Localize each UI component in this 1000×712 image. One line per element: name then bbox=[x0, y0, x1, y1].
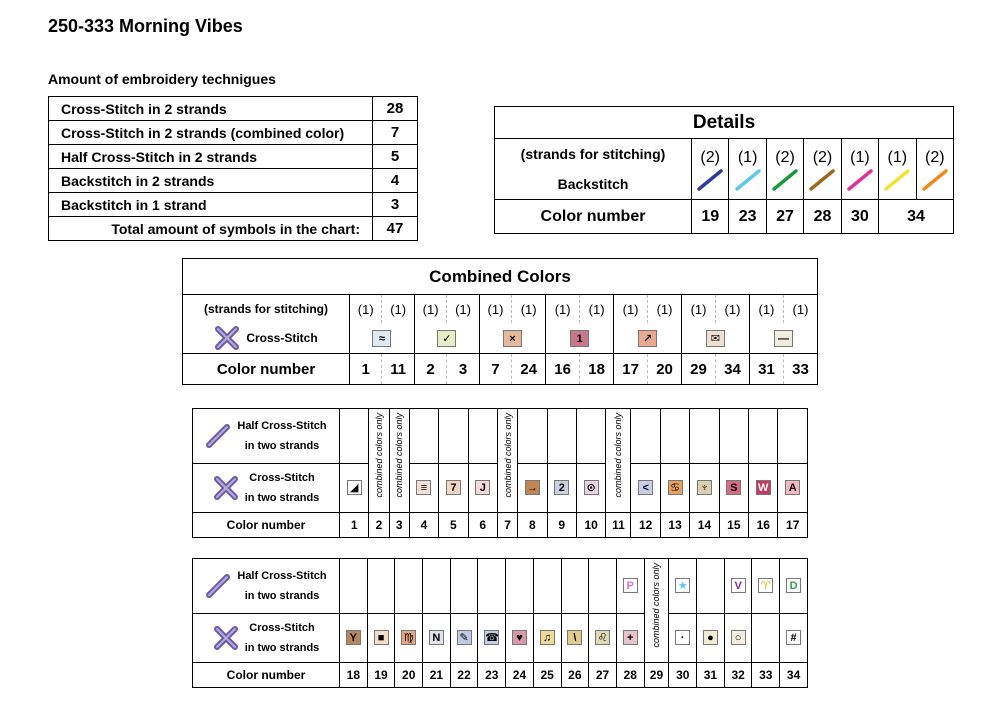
grid-color-number: 18 bbox=[340, 663, 368, 688]
details-backstitch-cell bbox=[916, 139, 953, 200]
half-stitch-cell bbox=[478, 559, 506, 614]
cross-stitch-symbol: ○ bbox=[731, 630, 746, 645]
details-label-cell bbox=[495, 139, 692, 200]
half-stitch-cell bbox=[719, 409, 748, 464]
page-title: 250-333 Morning Vibes bbox=[48, 16, 243, 36]
half-stitch-cell bbox=[547, 409, 576, 464]
backstitch-line-icon bbox=[845, 167, 875, 193]
combined-only-note: combined colors only bbox=[394, 413, 405, 498]
half-stitch-cell bbox=[439, 409, 468, 464]
combined-only-cell bbox=[644, 559, 669, 663]
grid-color-number: 9 bbox=[547, 513, 576, 538]
half-stitch-cell bbox=[423, 559, 451, 614]
half-cross-stitch-icon bbox=[205, 573, 231, 599]
cross-label-cell bbox=[193, 464, 340, 513]
combined-strand-count: (1) bbox=[614, 295, 648, 324]
details-backstitch-cell bbox=[841, 139, 878, 200]
combined-symbol-cell bbox=[546, 323, 614, 354]
cross-stitch-symbol: A bbox=[785, 480, 800, 495]
combined-symbol: ✓ bbox=[437, 330, 456, 347]
details-strands-label: (strands for stitching) bbox=[520, 146, 666, 162]
combined-strands-label: (strands for stitching) bbox=[183, 295, 350, 324]
combined-symbol: ✉ bbox=[706, 330, 725, 347]
combined-only-cell bbox=[369, 409, 389, 513]
cross-stitch-symbol: · bbox=[675, 630, 690, 645]
cross-stitch-symbol: < bbox=[638, 480, 653, 495]
combined-strand-count: (1) bbox=[479, 295, 511, 324]
grid-color-number: 15 bbox=[719, 513, 748, 538]
grid-color-number: 8 bbox=[518, 513, 547, 538]
cross-stitch-cell bbox=[439, 464, 468, 513]
details-heading: Details bbox=[495, 107, 954, 139]
backstitch-line-icon bbox=[882, 167, 912, 193]
cross-stitch-symbol: ♋ bbox=[668, 480, 683, 495]
combined-symbol: ≈ bbox=[372, 330, 391, 347]
half-stitch-cell bbox=[724, 559, 752, 614]
amounts-row-value: 7 bbox=[373, 121, 418, 145]
cross-stitch-symbol: ■ bbox=[374, 630, 389, 645]
half-cross-label-line2: in two strands bbox=[244, 590, 320, 602]
combined-symbol: — bbox=[774, 330, 793, 347]
details-color-number: 28 bbox=[804, 200, 841, 234]
cross-stitch-icon bbox=[214, 325, 240, 351]
half-stitch-symbol: P bbox=[623, 578, 638, 593]
grid2-color-number-label: Color number bbox=[193, 663, 340, 688]
combined-color-number: 11 bbox=[382, 354, 414, 385]
details-backstitch-cell bbox=[804, 139, 841, 200]
details-strand-count: (1) bbox=[737, 149, 758, 166]
cross-stitch-symbol: ● bbox=[703, 630, 718, 645]
details-strand-count: (2) bbox=[924, 149, 945, 166]
details-table bbox=[494, 106, 954, 234]
cross-stitch-symbol: S bbox=[726, 480, 741, 495]
details-backstitch-label: Backstitch bbox=[557, 176, 629, 192]
backstitch-line-icon bbox=[733, 167, 763, 193]
combined-colors-table bbox=[182, 258, 818, 385]
grid-color-number: 30 bbox=[669, 663, 697, 688]
stitch-grid-2 bbox=[192, 558, 808, 688]
cross-stitch-symbol: N bbox=[429, 630, 444, 645]
cross-stitch-cell bbox=[589, 614, 617, 663]
cross-stitch-cell bbox=[423, 614, 451, 663]
half-cross-stitch-icon bbox=[205, 423, 231, 449]
amounts-heading: Amount of embroidery technigues bbox=[48, 71, 276, 87]
half-stitch-cell bbox=[616, 559, 644, 614]
backstitch-sample bbox=[842, 167, 878, 189]
half-stitch-symbol: V bbox=[731, 578, 746, 593]
combined-strand-count: (1) bbox=[749, 295, 783, 324]
backstitch-line-icon bbox=[770, 167, 800, 193]
cross-stitch-cell bbox=[660, 464, 689, 513]
cross-stitch-symbol: ✎ bbox=[457, 630, 472, 645]
backstitch-line bbox=[924, 171, 946, 189]
amounts-row-value: 3 bbox=[373, 193, 418, 217]
cross-stitch-cell bbox=[533, 614, 561, 663]
half-stitch-cell bbox=[697, 559, 725, 614]
combined-strand-count: (1) bbox=[682, 295, 716, 324]
backstitch-sample bbox=[729, 167, 765, 189]
half-stitch-cell bbox=[752, 559, 780, 614]
grid-color-number: 25 bbox=[533, 663, 561, 688]
half-stitch-cell bbox=[533, 559, 561, 614]
grid-color-number: 19 bbox=[367, 663, 395, 688]
combined-cross-label: Cross-Stitch bbox=[246, 331, 318, 345]
half-stitch-cell bbox=[660, 409, 689, 464]
grid-color-number: 26 bbox=[561, 663, 589, 688]
grid-color-number: 7 bbox=[497, 513, 517, 538]
backstitch-line bbox=[811, 171, 833, 189]
amounts-row-label: Cross-Stitch in 2 strands bbox=[49, 97, 373, 121]
grid-color-number: 17 bbox=[778, 513, 808, 538]
half-stitch-cell bbox=[589, 559, 617, 614]
combined-heading: Combined Colors bbox=[183, 259, 818, 295]
backstitch-sample bbox=[767, 167, 803, 189]
amounts-row-value: 28 bbox=[373, 97, 418, 121]
combined-symbol: × bbox=[503, 330, 522, 347]
combined-strand-count: (1) bbox=[414, 295, 446, 324]
half-stitch-cell bbox=[518, 409, 547, 464]
half-cross-label-line2: in two strands bbox=[244, 440, 320, 452]
combined-color-number: 1 bbox=[350, 354, 382, 385]
combined-strand-count: (1) bbox=[512, 295, 546, 324]
details-color-number: 23 bbox=[729, 200, 766, 234]
cross-stitch-cell bbox=[697, 614, 725, 663]
amounts-row-value: 47 bbox=[373, 217, 418, 241]
cross-stitch-cell bbox=[506, 614, 534, 663]
half-stitch-cell bbox=[367, 559, 395, 614]
amounts-row-value: 5 bbox=[373, 145, 418, 169]
cross-stitch-cell bbox=[478, 614, 506, 663]
combined-color-number-label: Color number bbox=[183, 354, 350, 385]
grid-color-number: 13 bbox=[660, 513, 689, 538]
cross-label-line1: Cross-Stitch bbox=[249, 472, 315, 484]
backstitch-sample bbox=[917, 167, 953, 189]
backstitch-line bbox=[699, 171, 721, 189]
cross-stitch-cell bbox=[367, 614, 395, 663]
grid-color-number: 22 bbox=[450, 663, 478, 688]
cross-stitch-symbol: ♥ bbox=[512, 630, 527, 645]
combined-strand-count: (1) bbox=[382, 295, 414, 324]
grid-color-number: 12 bbox=[631, 513, 660, 538]
backstitch-line bbox=[849, 171, 871, 189]
half-stitch-cell bbox=[409, 409, 438, 464]
combined-color-number: 20 bbox=[648, 354, 682, 385]
combined-color-number: 17 bbox=[614, 354, 648, 385]
details-backstitch-cell bbox=[766, 139, 803, 200]
amounts-row-label: Half Cross-Stitch in 2 strands bbox=[49, 145, 373, 169]
grid-color-number: 34 bbox=[780, 663, 808, 688]
combined-color-number: 2 bbox=[414, 354, 446, 385]
backstitch-line-icon bbox=[920, 167, 950, 193]
amounts-row-label: Total amount of symbols in the chart: bbox=[49, 217, 373, 241]
combined-strand-count: (1) bbox=[546, 295, 580, 324]
cross-stitch-cell bbox=[576, 464, 605, 513]
combined-strand-count: (1) bbox=[580, 295, 614, 324]
half-stitch-cell bbox=[395, 559, 423, 614]
combined-color-number: 29 bbox=[682, 354, 716, 385]
backstitch-line-icon bbox=[695, 167, 725, 193]
amounts-row bbox=[49, 145, 418, 169]
details-backstitch-cell bbox=[692, 139, 729, 200]
amounts-row bbox=[49, 193, 418, 217]
combined-strand-count: (1) bbox=[350, 295, 382, 324]
grid-color-number: 27 bbox=[589, 663, 617, 688]
backstitch-line bbox=[774, 171, 796, 189]
cross-label-line1: Cross-Stitch bbox=[249, 622, 315, 634]
cross-stitch-symbol: ♆ bbox=[697, 480, 712, 495]
cross-stitch-symbol: ☎ bbox=[485, 632, 499, 645]
cross-stitch-symbol: ♍ bbox=[401, 630, 416, 645]
combined-color-number: 34 bbox=[716, 354, 750, 385]
cross-label-cell bbox=[193, 614, 340, 663]
cross-stitch-symbol: W bbox=[756, 480, 771, 495]
details-strand-count: (1) bbox=[850, 149, 870, 166]
combined-strand-count: (1) bbox=[783, 295, 817, 324]
grid-color-number: 28 bbox=[616, 663, 644, 688]
cross-stitch-cell bbox=[719, 464, 748, 513]
backstitch-line bbox=[886, 171, 908, 189]
half-stitch-cell bbox=[340, 409, 369, 464]
combined-color-number: 7 bbox=[479, 354, 511, 385]
half-cross-label-cell bbox=[193, 409, 340, 464]
grid1-color-number-label: Color number bbox=[193, 513, 340, 538]
combined-only-note: combined colors only bbox=[613, 413, 624, 498]
cross-stitch-cell bbox=[547, 464, 576, 513]
details-strand-count: (2) bbox=[812, 149, 833, 166]
grid-color-number: 10 bbox=[576, 513, 605, 538]
cross-stitch-cell bbox=[690, 464, 719, 513]
cross-stitch-symbol: ≡ bbox=[416, 480, 431, 495]
details-color-number: 19 bbox=[692, 200, 729, 234]
cross-stitch-cell bbox=[631, 464, 660, 513]
amounts-row bbox=[49, 169, 418, 193]
combined-symbol: ↗ bbox=[638, 330, 657, 347]
amounts-table bbox=[48, 96, 418, 241]
grid-color-number: 29 bbox=[644, 663, 669, 688]
grid-color-number: 5 bbox=[439, 513, 468, 538]
half-stitch-cell bbox=[450, 559, 478, 614]
combined-symbol-cell bbox=[479, 323, 545, 354]
combined-symbol-cell bbox=[682, 323, 750, 354]
grid-color-number: 21 bbox=[423, 663, 451, 688]
combined-symbol: 1 bbox=[570, 330, 589, 347]
cross-stitch-icon bbox=[213, 625, 239, 651]
half-stitch-cell bbox=[749, 409, 778, 464]
half-stitch-symbol: ♈ bbox=[758, 578, 773, 593]
cross-stitch-cell bbox=[669, 614, 697, 663]
combined-strand-count: (1) bbox=[648, 295, 682, 324]
half-stitch-cell bbox=[561, 559, 589, 614]
cross-stitch-icon bbox=[213, 475, 239, 501]
cross-stitch-symbol: → bbox=[526, 482, 538, 495]
half-stitch-cell bbox=[468, 409, 497, 464]
grid-color-number: 11 bbox=[606, 513, 631, 538]
grid-color-number: 32 bbox=[724, 663, 752, 688]
details-color-number-label: Color number bbox=[495, 200, 692, 234]
combined-only-note: combined colors only bbox=[651, 563, 662, 648]
combined-symbol-cell bbox=[350, 323, 415, 354]
cross-stitch-cell bbox=[752, 614, 780, 663]
half-stitch-cell bbox=[780, 559, 808, 614]
details-color-number: 27 bbox=[766, 200, 803, 234]
combined-only-cell bbox=[497, 409, 517, 513]
half-stitch-symbol: ★ bbox=[675, 578, 690, 593]
cross-stitch-symbol: ⊙ bbox=[584, 480, 599, 495]
half-cross-label-cell bbox=[193, 559, 340, 614]
cross-stitch-symbol: J bbox=[475, 480, 490, 495]
combined-color-number: 18 bbox=[580, 354, 614, 385]
grid-color-number: 23 bbox=[478, 663, 506, 688]
cross-stitch-cell bbox=[616, 614, 644, 663]
combined-only-note: combined colors only bbox=[502, 413, 513, 498]
combined-color-number: 33 bbox=[783, 354, 817, 385]
cross-stitch-cell bbox=[561, 614, 589, 663]
cross-stitch-cell bbox=[724, 614, 752, 663]
cross-stitch-symbol: # bbox=[786, 630, 801, 645]
combined-cross-label-cell bbox=[183, 323, 350, 354]
details-color-number: 30 bbox=[841, 200, 878, 234]
cross-stitch-cell bbox=[780, 614, 808, 663]
grid-color-number: 4 bbox=[409, 513, 438, 538]
cross-stitch-cell bbox=[340, 464, 369, 513]
grid-color-number: 31 bbox=[697, 663, 725, 688]
cross-stitch-cell bbox=[749, 464, 778, 513]
cross-stitch-symbol: 2 bbox=[554, 480, 569, 495]
combined-only-cell bbox=[389, 409, 409, 513]
cross-stitch-cell bbox=[468, 464, 497, 513]
backstitch-sample bbox=[692, 167, 728, 189]
amounts-row bbox=[49, 121, 418, 145]
details-backstitch-cell bbox=[729, 139, 766, 200]
backstitch-sample bbox=[804, 167, 840, 189]
cross-stitch-symbol: ♫ bbox=[540, 630, 555, 645]
half-cross-label-line1: Half Cross-Stitch bbox=[237, 570, 327, 582]
amounts-row-label: Cross-Stitch in 2 strands (combined color) bbox=[49, 121, 373, 145]
combined-color-number: 31 bbox=[749, 354, 783, 385]
half-stitch-cell bbox=[576, 409, 605, 464]
grid-color-number: 33 bbox=[752, 663, 780, 688]
cross-stitch-symbol: + bbox=[623, 630, 638, 645]
combined-strand-count: (1) bbox=[716, 295, 750, 324]
amounts-row-label: Backstitch in 2 strands bbox=[49, 169, 373, 193]
details-color-number: 34 bbox=[879, 200, 954, 234]
half-stitch-symbol: D bbox=[786, 578, 801, 593]
cross-stitch-cell bbox=[340, 614, 368, 663]
combined-symbol-cell bbox=[614, 323, 682, 354]
half-stitch-cell bbox=[778, 409, 808, 464]
grid-color-number: 3 bbox=[389, 513, 409, 538]
half-stitch-cell bbox=[669, 559, 697, 614]
details-strand-count: (2) bbox=[700, 149, 720, 166]
grid-color-number: 24 bbox=[506, 663, 534, 688]
grid-color-number: 2 bbox=[369, 513, 389, 538]
cross-stitch-cell bbox=[518, 464, 547, 513]
cross-stitch-symbol: ♌ bbox=[595, 630, 610, 645]
cross-stitch-symbol: Y bbox=[346, 630, 361, 645]
half-stitch-cell bbox=[631, 409, 660, 464]
combined-color-number: 16 bbox=[546, 354, 580, 385]
backstitch-line bbox=[737, 171, 759, 189]
combined-color-number: 24 bbox=[512, 354, 546, 385]
cross-stitch-cell bbox=[450, 614, 478, 663]
combined-color-number: 3 bbox=[447, 354, 479, 385]
grid-color-number: 16 bbox=[749, 513, 778, 538]
details-strand-count: (1) bbox=[887, 149, 908, 166]
half-stitch-cell bbox=[340, 559, 368, 614]
amounts-row bbox=[49, 97, 418, 121]
combined-strand-count: (1) bbox=[447, 295, 479, 324]
half-stitch-cell bbox=[506, 559, 534, 614]
grid-color-number: 14 bbox=[690, 513, 719, 538]
backstitch-line-icon bbox=[807, 167, 837, 193]
combined-symbol-cell bbox=[414, 323, 479, 354]
cross-label-line2: in two strands bbox=[244, 642, 320, 654]
cross-stitch-cell bbox=[409, 464, 438, 513]
combined-only-note: combined colors only bbox=[373, 413, 384, 498]
amounts-row-label: Backstitch in 1 strand bbox=[49, 193, 373, 217]
details-backstitch-cell bbox=[879, 139, 916, 200]
grid-color-number: 20 bbox=[395, 663, 423, 688]
combined-only-cell bbox=[606, 409, 631, 513]
amounts-row bbox=[49, 217, 418, 241]
cross-stitch-symbol: 7 bbox=[446, 480, 461, 495]
grid-color-number: 1 bbox=[340, 513, 369, 538]
amounts-row-value: 4 bbox=[373, 169, 418, 193]
half-stitch-cell bbox=[690, 409, 719, 464]
stitch-grid-1 bbox=[192, 408, 808, 538]
backstitch-sample bbox=[879, 167, 915, 189]
details-strand-count: (2) bbox=[775, 149, 795, 166]
combined-symbol-cell bbox=[749, 323, 817, 354]
cross-stitch-symbol: ◢ bbox=[347, 480, 362, 495]
half-cross-label-line1: Half Cross-Stitch bbox=[237, 420, 327, 432]
cross-stitch-cell bbox=[395, 614, 423, 663]
cross-stitch-cell bbox=[778, 464, 808, 513]
grid-color-number: 6 bbox=[468, 513, 497, 538]
cross-label-line2: in two strands bbox=[244, 492, 320, 504]
cross-stitch-symbol: \ bbox=[567, 630, 582, 645]
